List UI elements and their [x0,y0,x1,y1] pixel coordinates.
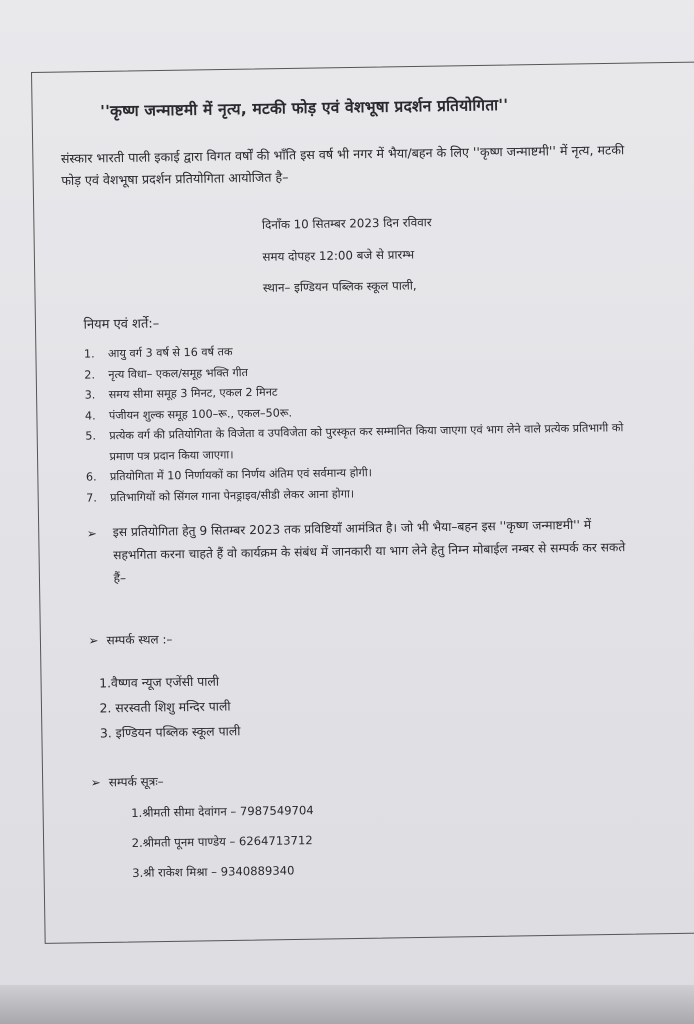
rules-heading: नियम एवं शर्ते:– [83,316,160,333]
rule-number: 4. [84,408,96,423]
contact-places-heading [88,630,172,648]
intro-paragraph: संस्कार भारती पाली इकाई द्वारा विगत वर्षों की भाँति इस वर्ष भी नगर में भैया/बहन के लिए ''कृष्ण जन्माष्टमी'' में नृत्य, मटकी फोड़ एवं वेशभूषा प्रदर्शन प्रतियोगिता आयोजित है– [60,142,625,188]
rule-text: प्रतिभागियों को सिंगल गाना पेनड्राइव/सीडी लेकर आना होगा। [110,486,355,504]
rule-text: आयु वर्ग 3 वर्ष से 16 वर्ष तक [107,345,233,361]
event-venue: स्थान– इण्डियन पब्लिक स्कूल पाली, [262,278,417,295]
rule-number: 6. [85,470,97,484]
event-date: दिनाँक 10 सितम्बर 2023 दिन रविवार [261,215,432,232]
rule-text: प्रतियोगिता में 10 निर्णायकों का निर्णय अंतिम एवं सर्वमान्य होगी। [109,466,373,484]
notice-title: ''कृष्ण जन्माष्टमी में नृत्य, मटकी फोड़ एवं वेशभूषा प्रदर्शन प्रतियोगिता'' [100,95,509,121]
arrow-bullet-icon: ➢ [86,526,97,541]
rule-number: 1. [83,347,95,361]
contact-person-item: 1.श्रीमती सीमा देवांगन – 7987549704 [131,803,314,820]
rule-text: प्रत्येक वर्ग की प्रतियोगिता के विजेता व उपविजेता को पुरस्कृत कर सम्मानित किया जाएगा एवं भाग लेने वाले प्रत्येक प्रतिभागी को प्रमाण पत्र प्रदान किया जाएगा। [109,421,624,463]
arrow-bullet-icon: ➢ [90,775,101,790]
table-shadow [0,985,694,1024]
rule-text: नृत्य विधा– एकल/समूह भक्ति गीत [108,365,249,381]
rule-number: 5. [85,429,97,443]
contact-place-item: 1.वैष्णव न्यूज एजेंसी पाली [99,673,220,691]
rule-text: समय सीमा समूह 3 मिनट, एकल 2 मिनट [108,385,278,402]
contact-place-item: 2. सरस्वती शिशु मन्दिर पाली [99,698,231,716]
registration-text: इस प्रतियोगिता हेतु 9 सितम्बर 2023 तक प्रविष्टियाँ आमंत्रित है। जो भी भैया–बहन इस ''कृष्ण जन्माष्टमी'' में सहभगिता करना चाहते हैं वो कार्यक्रम के संबंध में जानकारी या भाग लेने हेतु निम्न मोबाईल नम्बर से सम्पर्क कर सकते हैं– [112,517,626,586]
rules-list [84,336,627,508]
contact-person-item: 3.श्री राकेश मिश्रा – 9340889340 [132,863,295,880]
rule-text: पंजीयन शुल्क समूह 100–रू., एकल–50रू. [108,405,293,422]
rule-number: 7. [86,490,98,505]
contact-places-label: सम्पर्क स्थल :– [106,632,173,648]
rule-number: 2. [84,367,96,382]
event-time: समय दोपहर 12:00 बजे से प्रारम्भ [262,247,415,264]
contact-place-item: 3. इण्डियन पब्लिक स्कूल पाली [99,723,241,741]
rule-number: 3. [84,388,96,402]
registration-paragraph [87,513,628,590]
contact-person-item: 2.श्रीमती पूनम पाण्डेय – 6264713712 [131,833,313,850]
contact-persons-label: सम्पर्क सूत्रः– [108,774,164,790]
arrow-bullet-icon: ➢ [88,633,99,648]
contact-persons-heading [91,772,164,790]
